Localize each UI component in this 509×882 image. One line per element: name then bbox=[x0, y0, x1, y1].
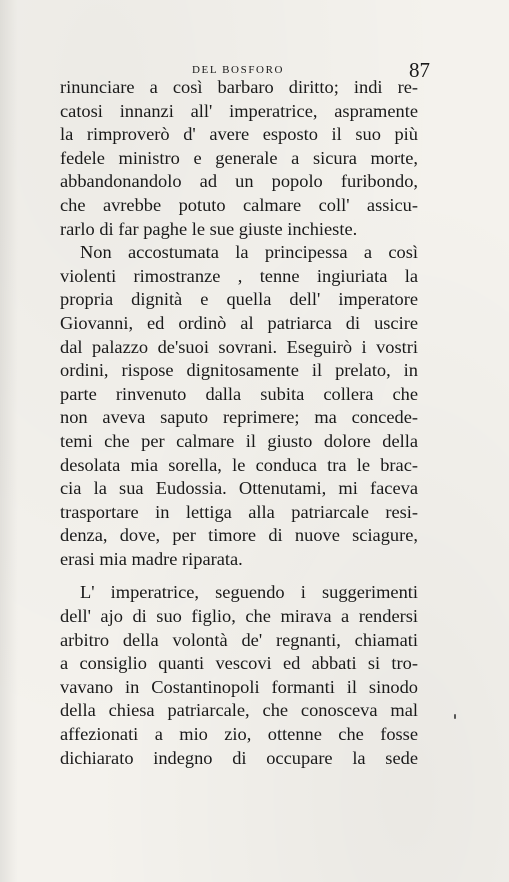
paragraph bbox=[60, 76, 418, 241]
text-line: abbandonandolo ad un popolo furibondo, bbox=[60, 171, 418, 192]
text-line: Non accostumata la principessa a così bbox=[80, 242, 418, 263]
text-line: dichiarato indegno di occupare la sede bbox=[60, 747, 418, 768]
text-line: catosi innanzi all' imperatrice, aspramente bbox=[60, 100, 418, 121]
body-text bbox=[60, 76, 418, 770]
page-number: 87 bbox=[409, 58, 430, 82]
text-line: L' imperatrice, seguendo i suggerimenti bbox=[80, 582, 418, 603]
running-title: DEL BOSFORO bbox=[192, 64, 285, 76]
text-line: denza, dove, per timore di nuove sciagure, bbox=[60, 525, 418, 546]
text-line: rarlo di far paghe le sue giuste inchieste. bbox=[60, 218, 358, 239]
text-line: arbitro della volontà de' regnanti, chiamati bbox=[60, 629, 418, 650]
paragraph bbox=[60, 241, 418, 571]
text-line: fedele ministro e generale a sicura morte, bbox=[60, 147, 418, 168]
text-line: che avrebbe potuto calmare coll' assicu- bbox=[60, 194, 418, 215]
text-line: trasportare in lettiga alla patriarcale resi- bbox=[60, 501, 418, 522]
text-line: ordini, rispose dignitosamente il prelato, in bbox=[60, 360, 418, 381]
page-gutter-shadow bbox=[0, 0, 18, 882]
text-line: la rimproverò d' avere esposto il suo più bbox=[60, 124, 418, 145]
text-line: della chiesa patriarcale, che conosceva mal bbox=[60, 700, 418, 721]
text-line: parte rinvenuto dalla subita collera che bbox=[60, 383, 418, 404]
text-line: erasi mia madre riparata. bbox=[60, 548, 243, 569]
text-line: a consiglio quanti vescovi ed abbati si tro- bbox=[60, 653, 418, 674]
text-line: non aveva saputo reprimere; ma concede- bbox=[60, 407, 418, 428]
text-line: dal palazzo de'suoi sovrani. Eseguirò i vostri bbox=[60, 336, 418, 357]
text-line: cia la sua Eudossia. Ottenutami, mi faceva bbox=[60, 478, 418, 499]
text-line: violenti rimostranze , tenne ingiuriata la bbox=[60, 265, 418, 286]
paper-speck bbox=[454, 714, 456, 719]
text-line: rinunciare a così barbaro diritto; indi re- bbox=[60, 77, 418, 97]
text-line: Giovanni, ed ordinò al patriarca di uscire bbox=[60, 312, 418, 333]
text-line: propria dignità e quella dell' imperatore bbox=[60, 289, 418, 310]
text-line: desolata mia sorella, le conduca tra le brac- bbox=[60, 454, 418, 475]
text-line: dell' ajo di suo figlio, che mirava a rendersi bbox=[60, 606, 418, 627]
paragraph-spacer bbox=[60, 571, 418, 581]
text-line: vavano in Costantinopoli formanti il sinodo bbox=[60, 676, 418, 697]
text-line: temi che per calmare il giusto dolore della bbox=[60, 430, 418, 451]
text-line: affezionati a mio zio, ottenne che fosse bbox=[60, 724, 418, 745]
paragraph bbox=[60, 581, 418, 770]
